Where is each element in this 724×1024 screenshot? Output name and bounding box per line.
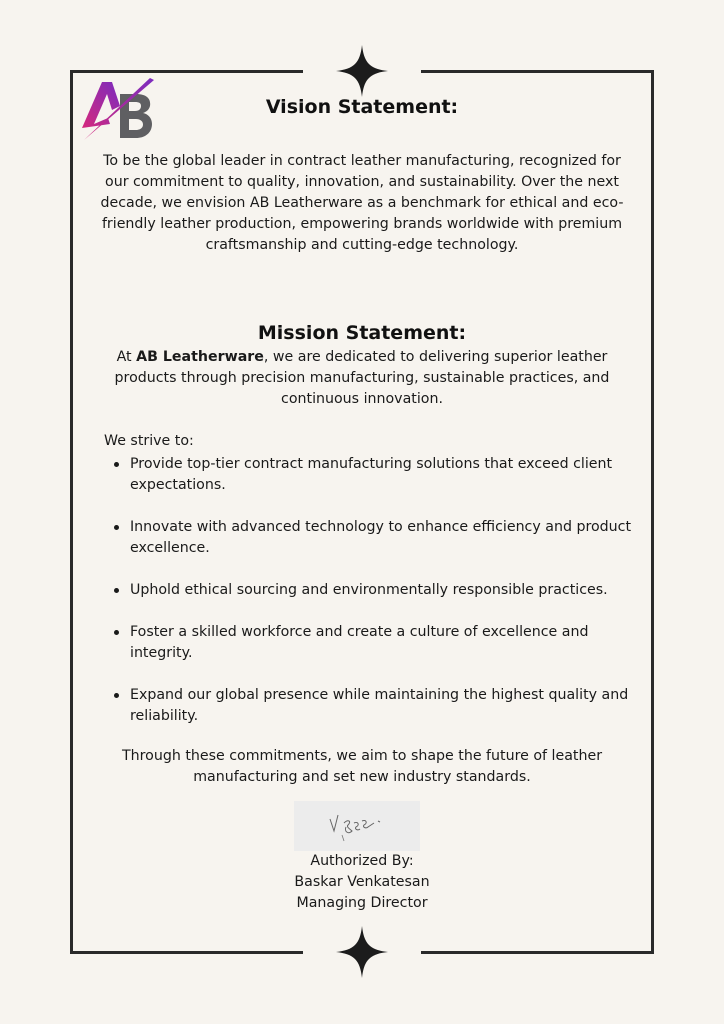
list-item: Innovate with advanced technology to enhance efficiency and product excellence. (104, 517, 634, 559)
closing-statement: Through these commitments, we aim to shape the future of leather manufacturing and set new industry standards. (121, 748, 603, 785)
signatory-name: Baskar Venkatesan (294, 874, 430, 890)
signatory-role: Managing Director (296, 895, 428, 911)
list-item: Expand our global presence while maintaining the highest quality and reliability. (104, 685, 634, 727)
list-item: Foster a skilled workforce and create a culture of excellence and integrity. (104, 622, 634, 664)
mission-intro-suffix: , we are dedicated to delivering superior leather products through precision manufacturing, sustainable practices, and continuous innovation. (114, 349, 610, 407)
four-point-star-icon (336, 45, 388, 97)
authorized-by-label: Authorized By: (310, 853, 414, 869)
vision-title: Vision Statement: (265, 96, 459, 118)
mission-intro-prefix: At (116, 349, 137, 365)
mission-list (104, 454, 634, 727)
company-name: AB Leatherware (136, 349, 264, 365)
four-point-star-icon (336, 926, 388, 978)
signature-image (294, 801, 420, 851)
mission-title: Mission Statement: (257, 322, 467, 344)
list-item: Uphold ethical sourcing and environmentally responsible practices. (104, 580, 634, 601)
list-item: Provide top-tier contract manufacturing solutions that exceed client expectations. (104, 454, 634, 496)
mission-intro (96, 347, 628, 410)
strive-label: We strive to: (104, 433, 194, 449)
vision-body: To be the global leader in contract leather manufacturing, recognized for our commitment to quality, innovation, and sustainability. Over the next decade, we envision AB Leatherware as a benchmark for ethical and eco-friendly leather production, empowering brands worldwide with premium craftsmanship and cutting-edge technology. (100, 153, 624, 253)
